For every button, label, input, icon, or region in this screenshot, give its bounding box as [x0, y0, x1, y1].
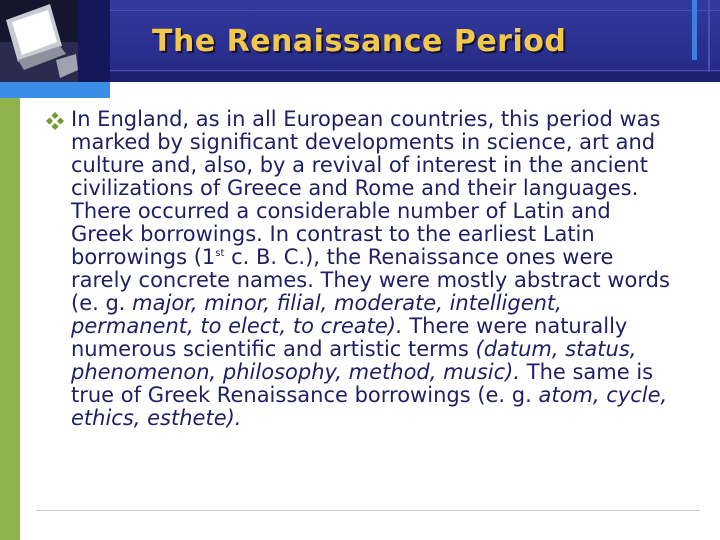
header-divider-top	[110, 10, 720, 11]
header-accent-line	[708, 0, 710, 72]
example-words: (datum, status, phenomenon, philosophy, method, music).	[71, 337, 637, 384]
blue-accent-tab	[0, 82, 110, 98]
paragraph-text: c. B. C.), the Renaissance ones were rarely concrete names. They were mostly abstract words (e. g.	[71, 245, 670, 315]
example-words: atom, cycle, ethics, esthete).	[71, 383, 668, 430]
paragraph-text: There were naturally numerous scientific and artistic terms	[71, 314, 628, 361]
header-divider-bottom	[110, 70, 720, 71]
footer-divider	[36, 510, 700, 511]
slide-title: The Renaissance Period	[152, 24, 567, 59]
superscript-st: st	[215, 248, 225, 259]
logo-side-band	[78, 0, 110, 82]
slide-body	[46, 108, 676, 430]
header-accent-stripe	[692, 0, 697, 60]
computer-monitor-icon	[0, 0, 78, 82]
diamond-bullet-icon	[46, 112, 64, 130]
left-green-sidebar	[0, 98, 20, 540]
example-words: major, minor, filial, moderate, intelligent, permanent, to elect, to create).	[71, 291, 562, 338]
bullet-paragraph	[71, 108, 676, 430]
paragraph-text: In England, as in all European countries, this period was marked by significant developments in science, art and culture and, also, by a revival of interest in the ancient civilizations of Greece and Rome and their languages. There occurred a considerable number of Latin and Greek borrowings. In contrast to the earliest Latin borrowings (1	[71, 107, 661, 269]
paragraph-text: The same is true of Greek Renaissance borrowings (e. g.	[71, 360, 654, 407]
